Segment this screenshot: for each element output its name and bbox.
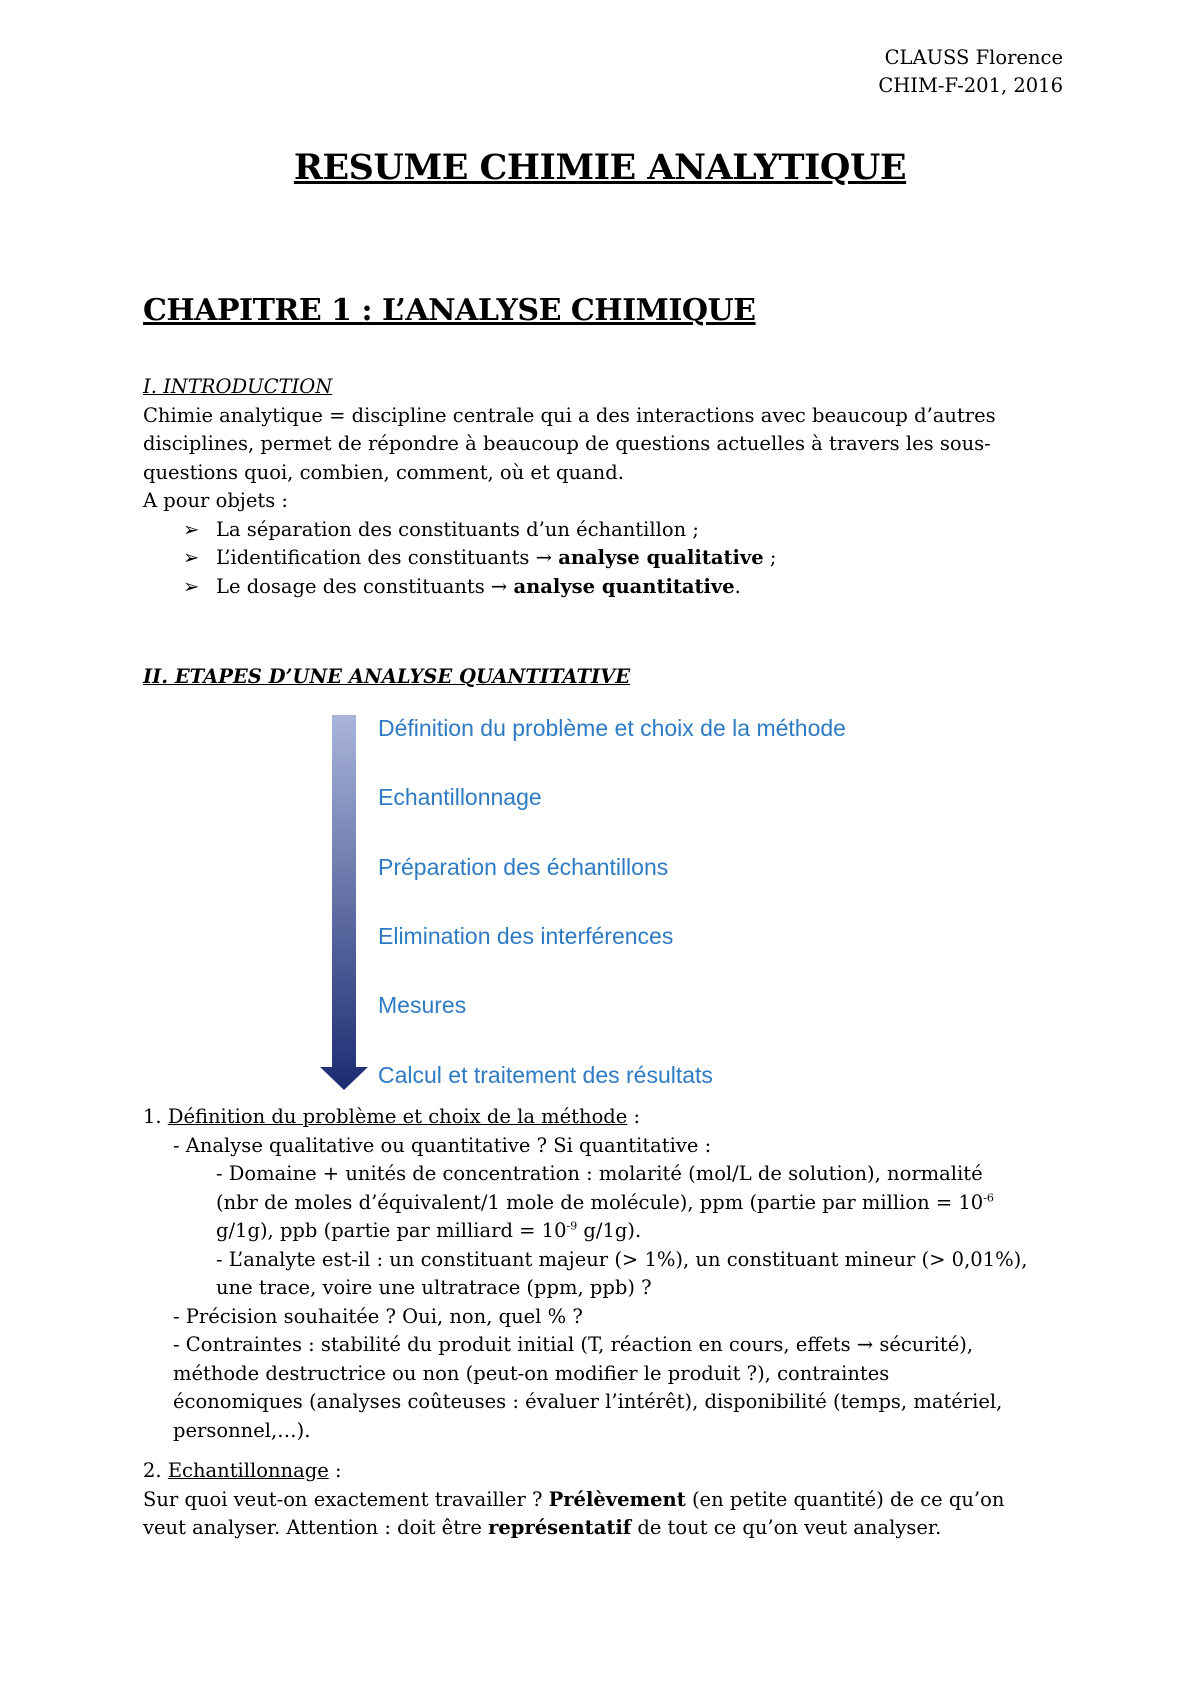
text-line: personnel,…). xyxy=(173,1418,311,1442)
arrow-bullet-icon: ➢ xyxy=(183,574,200,598)
subsection-echantillonnage xyxy=(143,1457,1073,1543)
step-echantillonnage: Echantillonnage xyxy=(378,784,542,810)
text-fragment: g/1g), ppb (partie par milliard = 10 xyxy=(216,1219,567,1242)
emphasis: représentatif xyxy=(488,1516,632,1539)
author-name: CLAUSS Florence xyxy=(884,46,1063,69)
objects-label: A pour objets : xyxy=(143,489,289,512)
chapter-heading: CHAPITRE 1 : L’ANALYSE CHIMIQUE xyxy=(143,293,756,328)
section-heading-introduction: I. INTRODUCTION xyxy=(143,375,333,398)
text-line: - Analyse qualitative ou quantitative ? Si quantitative : xyxy=(173,1133,712,1157)
text-fragment: (nbr de moles d’équivalent/1 mole de molécule), ppm (partie par million = 10 xyxy=(216,1190,984,1214)
list-item-text: Le dosage des constituants xyxy=(216,574,485,598)
step-preparation: Préparation des échantillons xyxy=(378,854,669,880)
list-item-emphasis: analyse quantitative xyxy=(513,574,735,598)
intro-line: disciplines, permet de répondre à beaucoup de questions actuelles à travers les sous- xyxy=(143,432,991,455)
list-item xyxy=(183,544,1073,573)
exponent: -9 xyxy=(566,1219,578,1233)
text-line: une trace, voire une ultratrace (ppm, ppb) ? xyxy=(216,1276,652,1299)
text-line: - Précision souhaitée ? Oui, non, quel % ? xyxy=(173,1304,583,1328)
step-elimination: Elimination des interférences xyxy=(378,923,674,949)
text-fragment: veut analyser. Attention : doit être xyxy=(143,1516,489,1539)
text-line: économiques (analyses coûteuses : évaluer l’intérêt), disponibilité (temps, matériel, xyxy=(173,1390,1003,1413)
steps-diagram xyxy=(320,715,1020,1095)
list-item xyxy=(183,573,1073,602)
exponent: -6 xyxy=(983,1191,994,1204)
subsection-heading xyxy=(143,1103,1073,1132)
text-line: - L’analyte est-il : un constituant majeur (> 1%), un constituant mineur (> 0,01%), xyxy=(216,1247,1028,1271)
text-fragment: (en petite quantité) de ce qu’on xyxy=(685,1487,1005,1511)
section-introduction xyxy=(143,373,1073,601)
arrow-bullet-icon: ➢ xyxy=(183,546,200,569)
text-line xyxy=(143,1189,1073,1218)
text-line: - Domaine + unités de concentration : molarité (mol/L de solution), normalité xyxy=(216,1162,983,1185)
intro-line: questions quoi, combien, comment, où et quand. xyxy=(143,460,624,484)
subsection-definition xyxy=(143,1103,1073,1445)
subsection-number: 1. xyxy=(143,1105,168,1128)
list-item-emphasis: analyse qualitative xyxy=(558,546,764,569)
right-arrow-icon: → xyxy=(535,546,552,569)
step-definition: Définition du problème et choix de la méthode xyxy=(378,715,846,741)
step-calcul: Calcul et traitement des résultats xyxy=(378,1062,713,1088)
subsection-number: 2. xyxy=(143,1459,168,1482)
list-item-text: La séparation des constituants d’un échantillon ; xyxy=(216,517,699,541)
text-line xyxy=(143,1486,1073,1515)
text-line: méthode destructrice ou non (peut-on modifier le produit ?), contraintes xyxy=(173,1361,890,1385)
text-line xyxy=(143,1514,1073,1543)
list-item-end: . xyxy=(734,574,741,598)
subsection-colon: : xyxy=(627,1105,641,1128)
down-arrow-icon xyxy=(320,715,370,1095)
subsection-title: Echantillonnage xyxy=(167,1459,329,1482)
right-arrow-icon: → xyxy=(490,574,508,598)
subsection-title: Définition du problème et choix de la méthode xyxy=(167,1105,628,1128)
subsection-heading xyxy=(143,1457,1073,1486)
objects-list xyxy=(143,516,1073,602)
text-fragment: de tout ce qu’on veut analyser. xyxy=(631,1516,942,1539)
text-line: - Contraintes : stabilité du produit initial (T, réaction en cours, effets → sécurité), xyxy=(173,1333,974,1356)
section-heading-etapes: II. ETAPES D’UNE ANALYSE QUANTITATIVE xyxy=(143,665,631,688)
emphasis: Prélèvement xyxy=(548,1487,686,1511)
list-item-end: ; xyxy=(763,546,777,569)
text-fragment: Sur quoi veut-on exactement travailler ? xyxy=(143,1487,549,1511)
page-header xyxy=(878,44,1063,100)
text-fragment: g/1g). xyxy=(577,1219,642,1242)
intro-line: Chimie analytique = discipline centrale qui a des interactions avec beaucoup d’autres xyxy=(143,403,996,427)
list-item xyxy=(183,516,1073,545)
text-line xyxy=(143,1217,1073,1246)
list-item-text: L’identification des constituants xyxy=(216,546,530,569)
arrow-bullet-icon: ➢ xyxy=(183,517,200,541)
step-mesures: Mesures xyxy=(378,992,467,1018)
subsection-colon: : xyxy=(328,1459,342,1482)
section-etapes-heading-wrap xyxy=(143,663,1073,692)
document-title: RESUME CHIMIE ANALYTIQUE xyxy=(293,147,907,188)
course-code: CHIM-F-201, 2016 xyxy=(878,74,1063,97)
